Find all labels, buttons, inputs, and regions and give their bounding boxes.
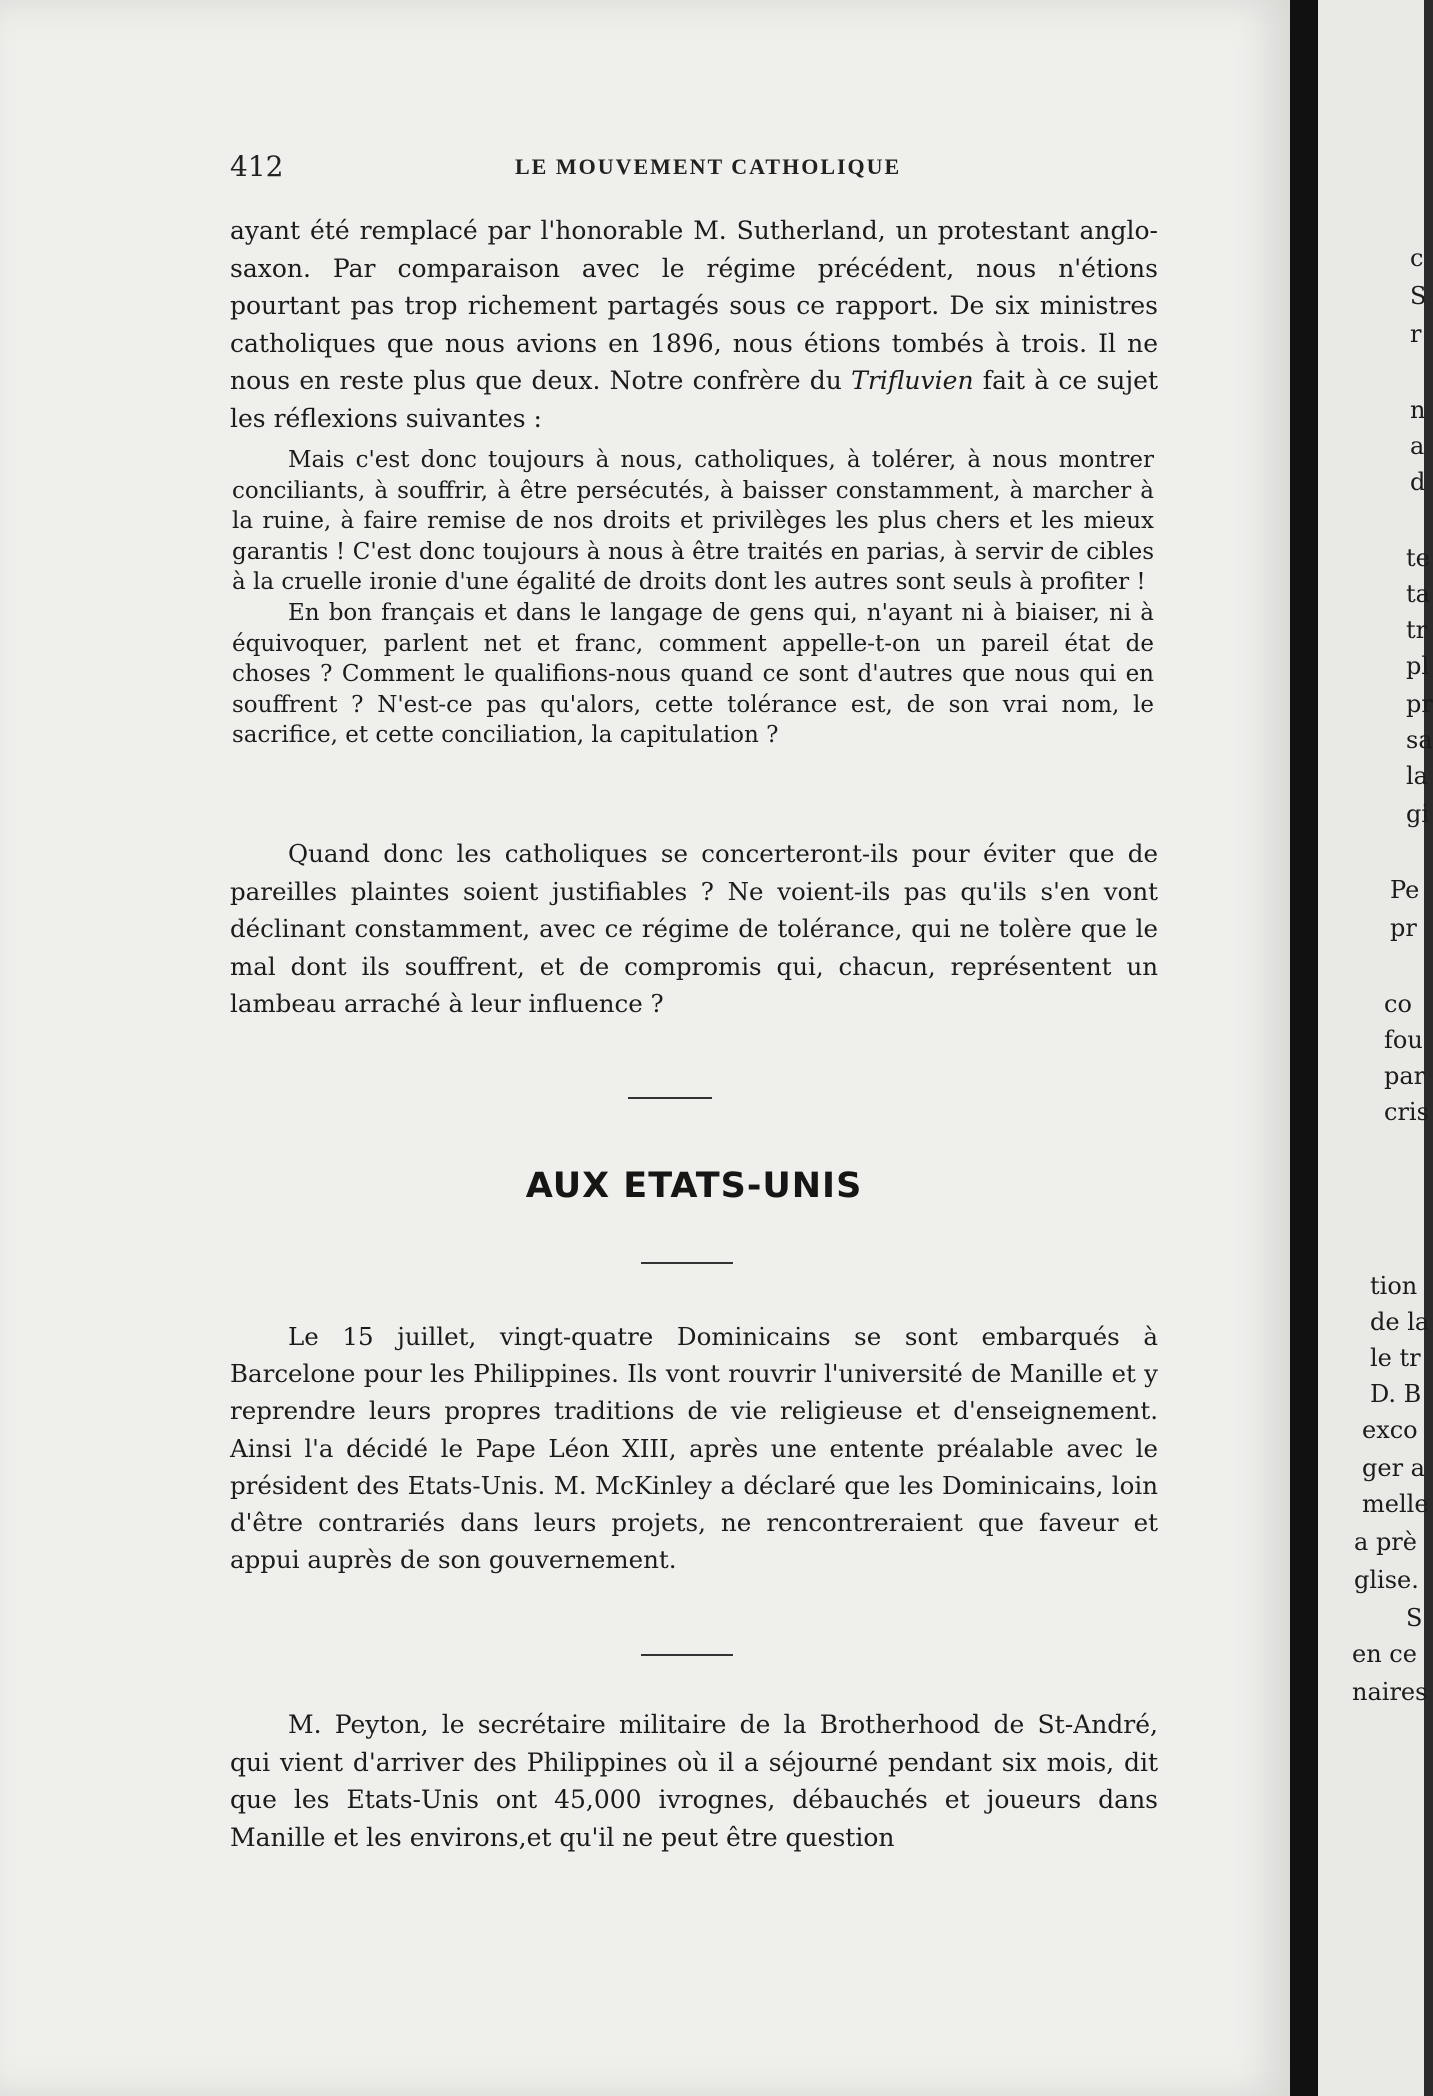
- facing-page-edge: [1318, 0, 1433, 2096]
- facing-page-fragment: a prè: [1354, 1528, 1417, 1556]
- facing-page-fragment: pr: [1406, 690, 1433, 718]
- page-header: [230, 150, 1160, 190]
- facing-page-fragment: pr: [1390, 914, 1417, 942]
- facing-page-fragment: co: [1384, 990, 1412, 1018]
- facing-page-fragment: de la: [1370, 1308, 1430, 1336]
- facing-page-fragment: ger a: [1362, 1454, 1425, 1482]
- facing-page-fragment: la: [1406, 762, 1428, 790]
- facing-page-fragment: r: [1410, 320, 1422, 348]
- facing-page-fragment: tr: [1406, 616, 1428, 644]
- paragraph-text: fait à ce sujet les réflexions suivantes :: [230, 366, 1158, 433]
- facing-page-fragment: tion: [1370, 1272, 1418, 1300]
- section-divider: [641, 1654, 733, 1656]
- facing-page-fragment: cris: [1384, 1098, 1429, 1126]
- paragraph-text: M. Peyton, le secrétaire militaire de la Brotherhood de St-André, qui vient d'arriver des Philippines où il a séjourné pendant six mois, dit que les Etats-Unis ont 45,000 ivrognes, débauchés et joueurs dans Manille et les environs,et qu'il ne peut être question: [230, 1710, 1158, 1852]
- facing-page-fragment: n: [1410, 396, 1426, 424]
- facing-page-fragment: pl: [1406, 652, 1430, 680]
- page-gutter: [1290, 0, 1318, 2096]
- section-title: AUX ETATS-UNIS: [525, 1166, 863, 1206]
- facing-page-fragment: ta: [1406, 580, 1430, 608]
- page-number: 412: [230, 150, 284, 183]
- paragraph-peyton: [230, 1706, 1158, 1856]
- paragraph-text: ayant été remplacé par l'honorable M. Sutherland, un protestant anglo-saxon. Par comparaison avec le régime précédent, nous n'étions pourtant pas trop richement partagés sous ce rapport. De six ministres catholiques que nous avions en 1896, nous étions tombés à trois. Il ne nous en reste plus que deux. Notre confrère du: [230, 216, 1158, 396]
- paragraph-sutherland: [230, 212, 1158, 438]
- facing-page-fragment: Pe: [1390, 876, 1420, 904]
- facing-page-fragment: fou: [1384, 1026, 1423, 1054]
- facing-page-fragment: melle: [1362, 1490, 1429, 1518]
- facing-page-fragment: S: [1406, 1604, 1423, 1632]
- paragraph-dominicains: [230, 1318, 1158, 1578]
- facing-page-fragment: exco: [1362, 1416, 1418, 1444]
- paragraph-text: Le 15 juillet, vingt-quatre Dominicains se sont embarqués à Barcelone pour les Philippines. Ils vont rouvrir l'université de Manille et y reprendre leurs propres traditions de vie religieuse et d'enseignement. Ainsi l'a décidé le Pape Léon XIII, après une entente préalable avec le président des Etats-Unis. M. McKinley a déclaré que les Dominicains, loin d'être contrariés dans leurs projets, ne rencontreraient que faveur et appui auprès de son gouvernement.: [230, 1322, 1158, 1575]
- facing-page-fragment: c: [1410, 244, 1424, 272]
- paragraph-quand: [230, 835, 1158, 1023]
- newspaper-name: Trifluvien: [851, 366, 974, 396]
- facing-page-fragment: le tr: [1370, 1344, 1421, 1372]
- paragraph-text: Quand donc les catholiques se concerteront-ils pour éviter que de pareilles plaintes soient justifiables ? Ne voient-ils pas qu'ils s'en vont déclinant constamment, avec ce régime de tolérance, qui ne tolère que le mal dont ils souffrent, et de compromis qui, chacun, représentent un lambeau arraché à leur influence ?: [230, 839, 1158, 1018]
- facing-page-fragment: te: [1406, 544, 1430, 572]
- facing-page-fragment: S: [1410, 282, 1427, 310]
- facing-page-fragment: D. B: [1370, 1380, 1422, 1408]
- running-title: LE MOUVEMENT CATHOLIQUE: [515, 154, 902, 179]
- quote-paragraph: Mais c'est donc toujours à nous, catholiques, à tolérer, à nous montrer conciliants, à souffrir, à être persécutés, à baisser constamment, à marcher à la ruine, à faire remise de nos droits et privilèges les plus chers et les mieux garantis ! C'est donc toujours à nous à être traités en parias, à servir de cibles à la cruelle ironie d'une égalité de droits dont les autres sont seuls à profiter !: [232, 447, 1154, 596]
- section-divider: [628, 1097, 712, 1099]
- block-quote: [232, 445, 1154, 751]
- facing-page-fragment: a: [1410, 432, 1425, 460]
- facing-page-fragment: glise.: [1354, 1566, 1419, 1594]
- facing-page-fragment: en ce: [1352, 1640, 1417, 1668]
- facing-page-fragment: naires: [1352, 1678, 1428, 1706]
- facing-page-fragment: par: [1384, 1062, 1426, 1090]
- facing-page-fragment: gi: [1406, 800, 1430, 828]
- facing-page-fragment: d: [1410, 468, 1426, 496]
- facing-page-fragment: sa: [1406, 726, 1433, 754]
- quote-paragraph: En bon français et dans le langage de gens qui, n'ayant ni à biaiser, ni à équivoquer, parlent net et franc, comment appelle-t-on un pareil état de choses ? Comment le qualifions-nous quand ce sont d'autres que nous qui en souffrent ? N'est-ce pas qu'alors, cette tolérance est, de son vrai nom, le sacrifice, et cette conciliation, la capitulation ?: [232, 599, 1154, 749]
- section-divider: [641, 1262, 733, 1264]
